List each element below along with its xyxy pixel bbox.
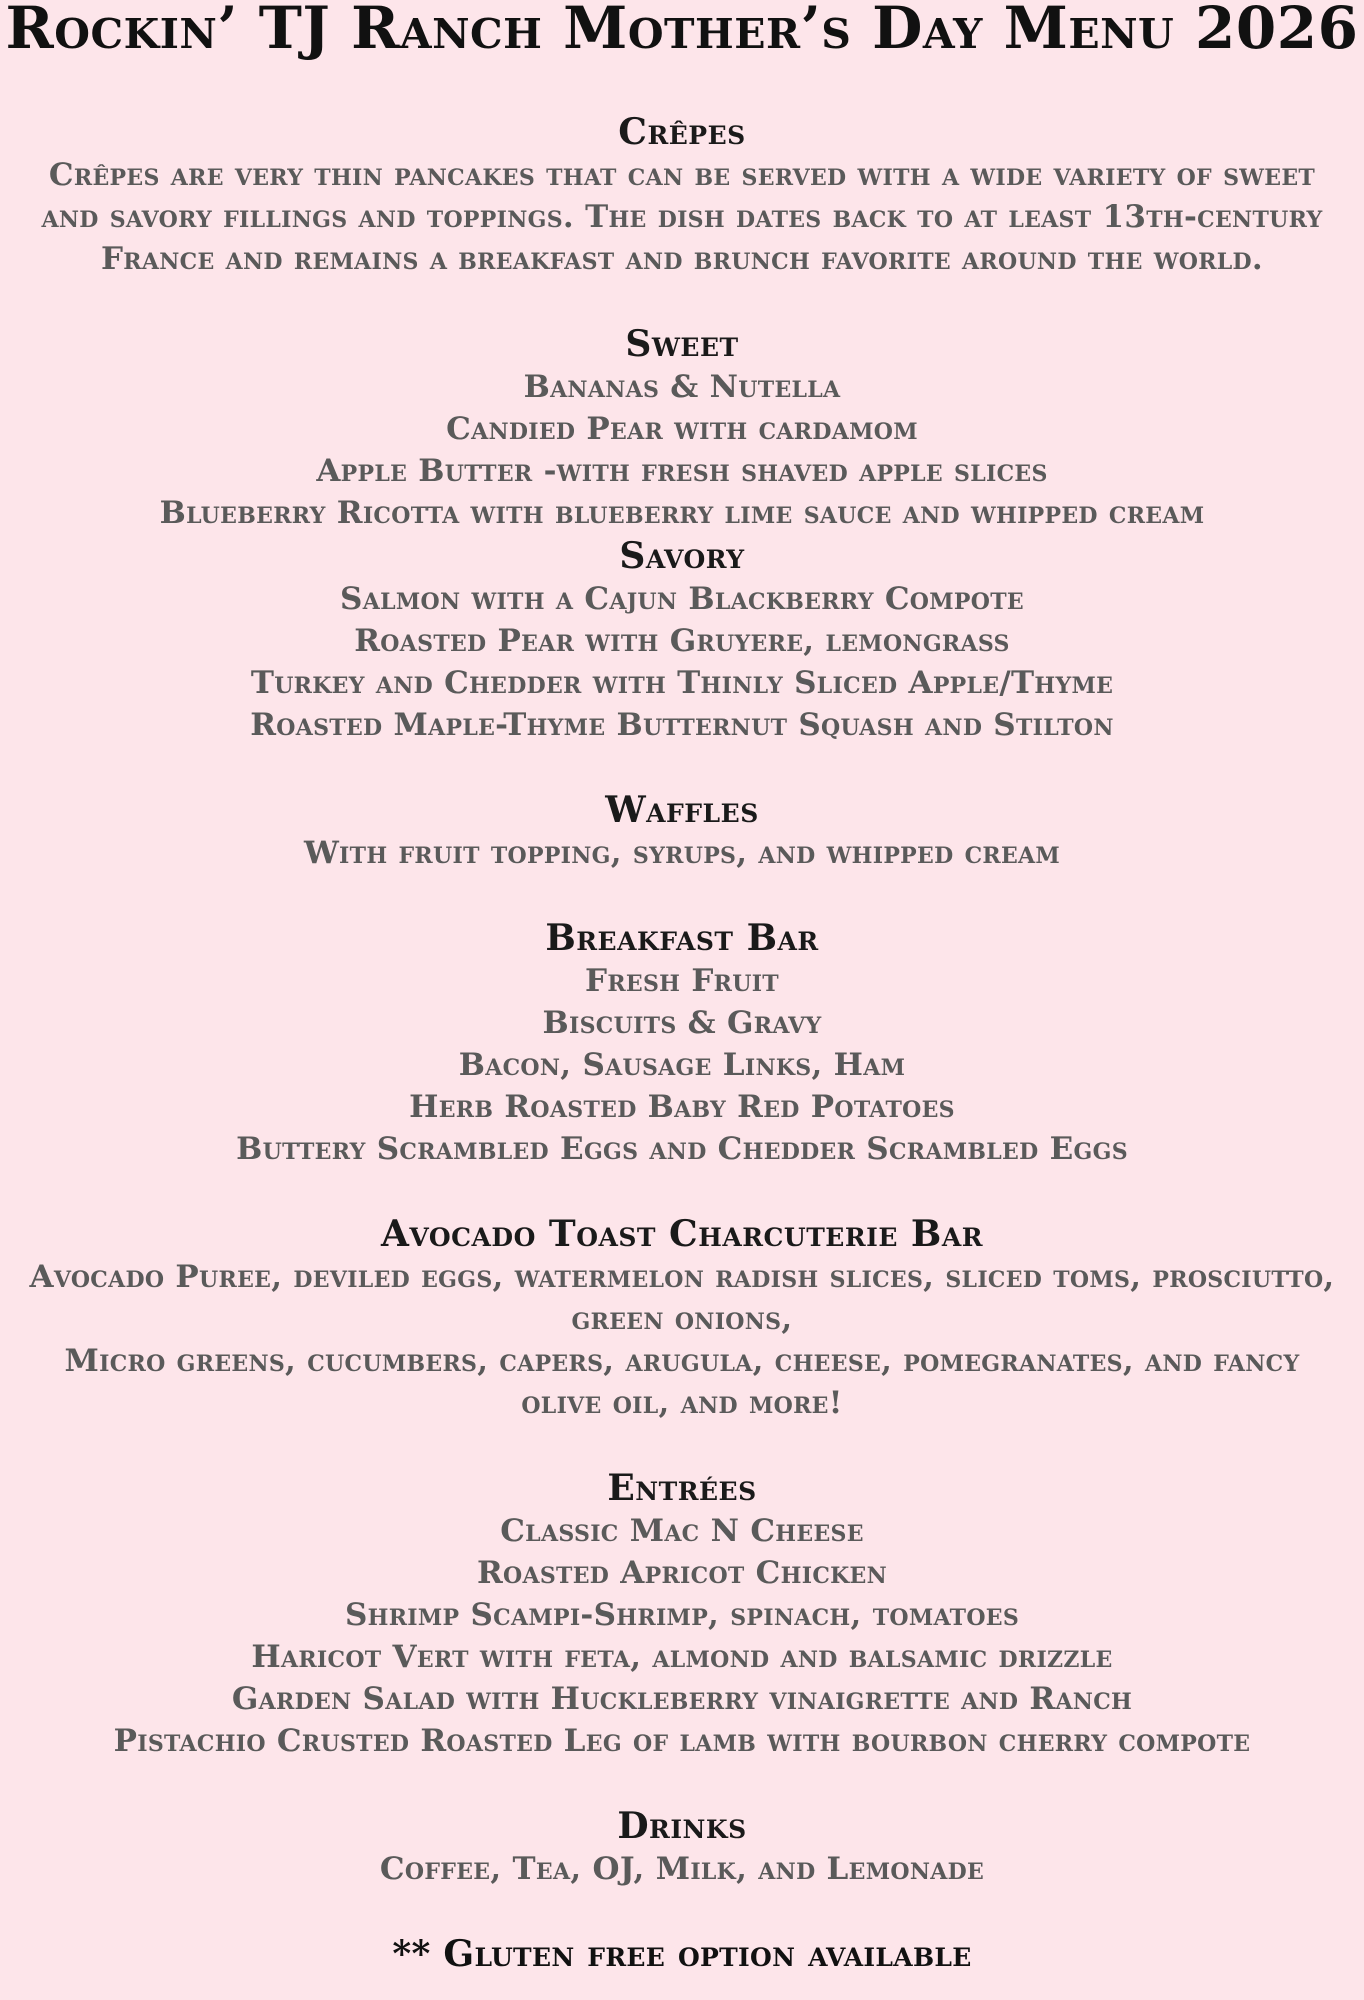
- savory-section: [0, 534, 1364, 746]
- entrees-heading: Entrées: [607, 1467, 757, 1509]
- crepes-description-line: and savory fillings and toppings. The dish dates back to at least 13th-century: [41, 199, 1323, 235]
- breakfast-bar-item: Bacon, Sausage Links, Ham: [458, 1047, 906, 1083]
- avocado-bar-heading: Avocado Toast Charcuterie Bar: [380, 1213, 984, 1255]
- sweet-section: [0, 322, 1364, 534]
- breakfast-bar-item: Herb Roasted Baby Red Potatoes: [409, 1089, 955, 1125]
- entree-item: Classic Mac N Cheese: [500, 1513, 864, 1549]
- crepes-heading: Crêpes: [618, 111, 746, 153]
- waffles-heading: Waffles: [605, 789, 759, 831]
- savory-item: Roasted Maple-Thyme Butternut Squash and Stilton: [250, 707, 1114, 743]
- savory-item: Turkey and Chedder with Thinly Sliced Apple/Thyme: [250, 665, 1114, 701]
- gluten-free-note: ** Gluten free option available: [392, 1933, 972, 1975]
- savory-item: Roasted Pear with Gruyere, lemongrass: [354, 623, 1010, 659]
- crepes-description-line: Crêpes are very thin pancakes that can be served with a wide variety of sweet: [48, 157, 1316, 193]
- crepes-description: [17, 154, 1347, 280]
- entree-item: Pistachio Crusted Roasted Leg of lamb with bourbon cherry compote: [113, 1723, 1251, 1759]
- drinks-item: Coffee, Tea, OJ, Milk, and Lemonade: [379, 1851, 985, 1887]
- savory-item: Salmon with a Cajun Blackberry Compote: [340, 581, 1024, 617]
- entree-item: Shrimp Scampi-Shrimp, spinach, tomatoes: [344, 1597, 1020, 1633]
- sweet-item: Apple Butter -with fresh shaved apple slices: [316, 453, 1048, 489]
- sweet-item: Candied Pear with cardamom: [446, 411, 918, 447]
- waffles-section: [0, 788, 1364, 874]
- sweet-item: Bananas & Nutella: [523, 369, 841, 405]
- avocado-bar-line: Micro greens, cucumbers, capers, arugula, cheese, pomegranates, and fancy: [64, 1343, 1300, 1379]
- crepes-section: [0, 110, 1364, 280]
- entree-item: Roasted Apricot Chicken: [476, 1555, 888, 1591]
- savory-heading: Savory: [619, 535, 745, 577]
- breakfast-bar-section: [0, 916, 1364, 1170]
- drinks-heading: Drinks: [617, 1805, 747, 1847]
- breakfast-bar-item: Biscuits & Gravy: [542, 1005, 822, 1041]
- breakfast-bar-heading: Breakfast Bar: [545, 917, 819, 959]
- entree-item: Garden Salad with Huckleberry vinaigrette and Ranch: [231, 1681, 1133, 1717]
- entree-item: Haricot Vert with feta, almond and balsamic drizzle: [251, 1639, 1113, 1675]
- breakfast-bar-item: Buttery Scrambled Eggs and Chedder Scrambled Eggs: [236, 1131, 1128, 1167]
- avocado-bar-line: olive oil, and more!: [521, 1385, 843, 1421]
- crepes-description-line: France and remains a breakfast and brunch favorite around the world.: [100, 241, 1264, 277]
- avocado-bar-section: [0, 1212, 1364, 1424]
- avocado-bar-line: green onions,: [571, 1301, 793, 1337]
- breakfast-bar-item: Fresh Fruit: [585, 963, 779, 999]
- sweet-item: Blueberry Ricotta with blueberry lime sauce and whipped cream: [159, 495, 1205, 531]
- footer-section: [0, 1932, 1364, 1976]
- menu-title: Rockin’ TJ Ranch Mother’s Day Menu 2026: [5, 0, 1359, 62]
- waffles-item: With fruit topping, syrups, and whipped cream: [303, 835, 1061, 871]
- drinks-section: [0, 1804, 1364, 1890]
- avocado-bar-line: Avocado Puree, deviled eggs, watermelon radish slices, sliced toms, prosciutto,: [29, 1259, 1335, 1295]
- entrees-section: [0, 1466, 1364, 1762]
- sweet-heading: Sweet: [625, 323, 739, 365]
